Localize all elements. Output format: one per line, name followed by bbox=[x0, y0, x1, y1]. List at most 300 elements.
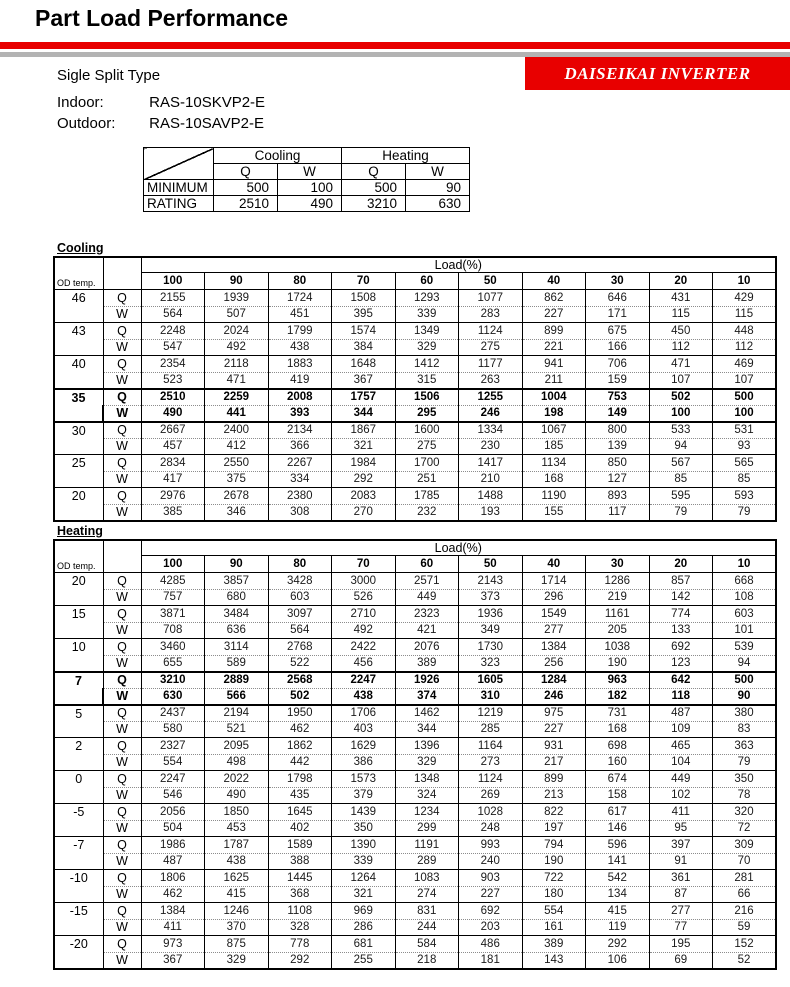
w-label-cell: W bbox=[103, 589, 141, 606]
capacity-value-cell: 4285 bbox=[141, 573, 205, 590]
power-value-cell: 389 bbox=[395, 655, 459, 672]
cooling-group-header: Cooling bbox=[214, 148, 342, 164]
sub-col-w: W bbox=[278, 164, 342, 180]
q-label-cell: Q bbox=[103, 705, 141, 722]
temp-w-row bbox=[54, 622, 776, 639]
capacity-value-cell: 487 bbox=[649, 705, 713, 722]
power-value-cell: 227 bbox=[522, 306, 586, 323]
power-value-cell: 70 bbox=[713, 853, 777, 870]
capacity-value-cell: 774 bbox=[649, 606, 713, 623]
power-value-cell: 94 bbox=[649, 438, 713, 455]
power-value-cell: 375 bbox=[205, 471, 269, 488]
power-value-cell: 435 bbox=[268, 787, 332, 804]
power-value-cell: 329 bbox=[395, 339, 459, 356]
power-value-cell: 321 bbox=[332, 886, 396, 903]
capacity-value-cell: 596 bbox=[586, 837, 650, 854]
capacity-value-cell: 1787 bbox=[205, 837, 269, 854]
capacity-value-cell: 1926 bbox=[395, 672, 459, 689]
capacity-value-cell: 1806 bbox=[141, 870, 205, 887]
od-temp-cell: -10 bbox=[54, 870, 103, 903]
power-value-cell: 323 bbox=[459, 655, 523, 672]
temp-q-row bbox=[54, 738, 776, 755]
rating-value-cell: 500 bbox=[214, 180, 278, 196]
temp-w-row bbox=[54, 886, 776, 903]
od-temp-cell: 30 bbox=[54, 422, 103, 455]
capacity-value-cell: 465 bbox=[649, 738, 713, 755]
power-value-cell: 456 bbox=[332, 655, 396, 672]
power-value-cell: 289 bbox=[395, 853, 459, 870]
power-value-cell: 285 bbox=[459, 721, 523, 738]
power-value-cell: 393 bbox=[268, 405, 332, 422]
power-value-cell: 321 bbox=[332, 438, 396, 455]
power-value-cell: 402 bbox=[268, 820, 332, 837]
w-label-cell: W bbox=[103, 721, 141, 738]
power-value-cell: 106 bbox=[586, 952, 650, 969]
capacity-value-cell: 3484 bbox=[205, 606, 269, 623]
power-value-cell: 123 bbox=[649, 655, 713, 672]
power-value-cell: 190 bbox=[522, 853, 586, 870]
power-value-cell: 198 bbox=[522, 405, 586, 422]
power-value-cell: 507 bbox=[205, 306, 269, 323]
capacity-value-cell: 1004 bbox=[522, 389, 586, 406]
capacity-value-cell: 2568 bbox=[268, 672, 332, 689]
od-temp-cell: -5 bbox=[54, 804, 103, 837]
power-value-cell: 95 bbox=[649, 820, 713, 837]
capacity-value-cell: 1439 bbox=[332, 804, 396, 821]
power-value-cell: 441 bbox=[205, 405, 269, 422]
capacity-value-cell: 380 bbox=[713, 705, 777, 722]
temp-q-row bbox=[54, 422, 776, 439]
capacity-value-cell: 2327 bbox=[141, 738, 205, 755]
temp-w-row bbox=[54, 504, 776, 521]
od-temp-cell: 15 bbox=[54, 606, 103, 639]
power-value-cell: 457 bbox=[141, 438, 205, 455]
power-value-cell: 329 bbox=[205, 952, 269, 969]
temp-q-row bbox=[54, 573, 776, 590]
q-label-cell: Q bbox=[103, 870, 141, 887]
capacity-value-cell: 565 bbox=[713, 455, 777, 472]
capacity-value-cell: 361 bbox=[649, 870, 713, 887]
capacity-value-cell: 1589 bbox=[268, 837, 332, 854]
capacity-value-cell: 642 bbox=[649, 672, 713, 689]
power-value-cell: 79 bbox=[713, 754, 777, 771]
capacity-value-cell: 1108 bbox=[268, 903, 332, 920]
power-value-cell: 504 bbox=[141, 820, 205, 837]
capacity-value-cell: 778 bbox=[268, 936, 332, 953]
temp-w-row bbox=[54, 438, 776, 455]
heating-performance-table bbox=[53, 539, 777, 970]
power-value-cell: 66 bbox=[713, 886, 777, 903]
capacity-value-cell: 1648 bbox=[332, 356, 396, 373]
capacity-value-cell: 850 bbox=[586, 455, 650, 472]
capacity-value-cell: 1799 bbox=[268, 323, 332, 340]
capacity-value-cell: 903 bbox=[459, 870, 523, 887]
capacity-value-cell: 753 bbox=[586, 389, 650, 406]
power-value-cell: 277 bbox=[522, 622, 586, 639]
od-temp-cell: 0 bbox=[54, 771, 103, 804]
capacity-value-cell: 2194 bbox=[205, 705, 269, 722]
power-value-cell: 498 bbox=[205, 754, 269, 771]
perf-header-row bbox=[54, 540, 776, 556]
temp-q-row bbox=[54, 804, 776, 821]
temp-w-row bbox=[54, 405, 776, 422]
od-temp-cell: 43 bbox=[54, 323, 103, 356]
power-value-cell: 368 bbox=[268, 886, 332, 903]
capacity-value-cell: 1396 bbox=[395, 738, 459, 755]
capacity-value-cell: 2510 bbox=[141, 389, 205, 406]
capacity-value-cell: 2437 bbox=[141, 705, 205, 722]
power-value-cell: 269 bbox=[459, 787, 523, 804]
power-value-cell: 155 bbox=[522, 504, 586, 521]
power-value-cell: 112 bbox=[649, 339, 713, 356]
temp-q-row bbox=[54, 705, 776, 722]
capacity-value-cell: 1284 bbox=[522, 672, 586, 689]
capacity-value-cell: 1028 bbox=[459, 804, 523, 821]
capacity-value-cell: 584 bbox=[395, 936, 459, 953]
indoor-model: RAS-10SKVP2-E bbox=[149, 94, 266, 111]
capacity-value-cell: 2768 bbox=[268, 639, 332, 656]
power-value-cell: 182 bbox=[586, 688, 650, 705]
power-value-cell: 367 bbox=[332, 372, 396, 389]
capacity-value-cell: 1785 bbox=[395, 488, 459, 505]
temp-q-row bbox=[54, 936, 776, 953]
power-value-cell: 292 bbox=[332, 471, 396, 488]
power-value-cell: 547 bbox=[141, 339, 205, 356]
load-column-header: 50 bbox=[459, 556, 523, 573]
capacity-value-cell: 3428 bbox=[268, 573, 332, 590]
capacity-value-cell: 3097 bbox=[268, 606, 332, 623]
power-value-cell: 219 bbox=[586, 589, 650, 606]
power-value-cell: 100 bbox=[649, 405, 713, 422]
qw-header-empty bbox=[103, 540, 141, 573]
capacity-value-cell: 1883 bbox=[268, 356, 332, 373]
capacity-value-cell: 415 bbox=[586, 903, 650, 920]
power-value-cell: 385 bbox=[141, 504, 205, 521]
w-label-cell: W bbox=[103, 339, 141, 356]
load-column-header: 80 bbox=[268, 556, 332, 573]
temp-w-row bbox=[54, 372, 776, 389]
q-label-cell: Q bbox=[103, 290, 141, 307]
power-value-cell: 117 bbox=[586, 504, 650, 521]
power-value-cell: 168 bbox=[586, 721, 650, 738]
load-column-header: 20 bbox=[649, 273, 713, 290]
power-value-cell: 566 bbox=[205, 688, 269, 705]
power-value-cell: 286 bbox=[332, 919, 396, 936]
capacity-value-cell: 2400 bbox=[205, 422, 269, 439]
capacity-value-cell: 1334 bbox=[459, 422, 523, 439]
power-value-cell: 139 bbox=[586, 438, 650, 455]
capacity-value-cell: 1867 bbox=[332, 422, 396, 439]
od-temp-cell: 35 bbox=[54, 389, 103, 422]
capacity-value-cell: 731 bbox=[586, 705, 650, 722]
capacity-value-cell: 1724 bbox=[268, 290, 332, 307]
capacity-value-cell: 706 bbox=[586, 356, 650, 373]
power-value-cell: 142 bbox=[649, 589, 713, 606]
temp-w-row bbox=[54, 721, 776, 738]
w-label-cell: W bbox=[103, 622, 141, 639]
capacity-value-cell: 350 bbox=[713, 771, 777, 788]
power-value-cell: 102 bbox=[649, 787, 713, 804]
power-value-cell: 133 bbox=[649, 622, 713, 639]
heating-section-label: Heating bbox=[57, 524, 103, 538]
power-value-cell: 79 bbox=[649, 504, 713, 521]
capacity-value-cell: 2667 bbox=[141, 422, 205, 439]
capacity-value-cell: 1412 bbox=[395, 356, 459, 373]
capacity-value-cell: 1706 bbox=[332, 705, 396, 722]
capacity-value-cell: 152 bbox=[713, 936, 777, 953]
w-label-cell: W bbox=[103, 754, 141, 771]
power-value-cell: 471 bbox=[205, 372, 269, 389]
capacity-value-cell: 1506 bbox=[395, 389, 459, 406]
capacity-value-cell: 277 bbox=[649, 903, 713, 920]
rating-value-cell: 2510 bbox=[214, 196, 278, 212]
od-temp-cell: 20 bbox=[54, 573, 103, 606]
power-value-cell: 564 bbox=[141, 306, 205, 323]
capacity-value-cell: 1264 bbox=[332, 870, 396, 887]
power-value-cell: 554 bbox=[141, 754, 205, 771]
w-label-cell: W bbox=[103, 688, 141, 705]
capacity-value-cell: 1067 bbox=[522, 422, 586, 439]
power-value-cell: 442 bbox=[268, 754, 332, 771]
capacity-value-cell: 363 bbox=[713, 738, 777, 755]
capacity-value-cell: 593 bbox=[713, 488, 777, 505]
power-value-cell: 328 bbox=[268, 919, 332, 936]
capacity-value-cell: 567 bbox=[649, 455, 713, 472]
temp-q-row bbox=[54, 639, 776, 656]
power-value-cell: 412 bbox=[205, 438, 269, 455]
od-temp-cell: 5 bbox=[54, 705, 103, 738]
q-label-cell: Q bbox=[103, 389, 141, 406]
capacity-value-cell: 500 bbox=[713, 389, 777, 406]
capacity-value-cell: 1986 bbox=[141, 837, 205, 854]
od-temp-header: OD temp. bbox=[54, 257, 103, 290]
power-value-cell: 275 bbox=[395, 438, 459, 455]
power-value-cell: 240 bbox=[459, 853, 523, 870]
power-value-cell: 127 bbox=[586, 471, 650, 488]
power-value-cell: 580 bbox=[141, 721, 205, 738]
capacity-value-cell: 2710 bbox=[332, 606, 396, 623]
subtitle: Sigle Split Type bbox=[57, 67, 161, 84]
capacity-value-cell: 2571 bbox=[395, 573, 459, 590]
indoor-unit-row bbox=[57, 94, 265, 111]
capacity-value-cell: 1124 bbox=[459, 771, 523, 788]
w-label-cell: W bbox=[103, 405, 141, 422]
power-value-cell: 146 bbox=[586, 820, 650, 837]
rating-value-cell: 100 bbox=[278, 180, 342, 196]
od-temp-header: OD temp. bbox=[54, 540, 103, 573]
capacity-value-cell: 533 bbox=[649, 422, 713, 439]
capacity-value-cell: 857 bbox=[649, 573, 713, 590]
capacity-value-cell: 1177 bbox=[459, 356, 523, 373]
power-value-cell: 119 bbox=[586, 919, 650, 936]
load-column-header: 60 bbox=[395, 556, 459, 573]
power-value-cell: 104 bbox=[649, 754, 713, 771]
capacity-value-cell: 646 bbox=[586, 290, 650, 307]
capacity-value-cell: 1625 bbox=[205, 870, 269, 887]
capacity-value-cell: 2248 bbox=[141, 323, 205, 340]
capacity-value-cell: 2134 bbox=[268, 422, 332, 439]
q-label-cell: Q bbox=[103, 323, 141, 340]
capacity-value-cell: 1417 bbox=[459, 455, 523, 472]
load-column-header: 30 bbox=[586, 273, 650, 290]
capacity-value-cell: 1600 bbox=[395, 422, 459, 439]
w-label-cell: W bbox=[103, 853, 141, 870]
capacity-value-cell: 3210 bbox=[141, 672, 205, 689]
power-value-cell: 415 bbox=[205, 886, 269, 903]
sub-col-q: Q bbox=[342, 164, 406, 180]
capacity-value-cell: 1950 bbox=[268, 705, 332, 722]
rating-row-label: RATING bbox=[144, 196, 214, 212]
power-value-cell: 85 bbox=[713, 471, 777, 488]
load-column-header: 40 bbox=[522, 556, 586, 573]
power-value-cell: 230 bbox=[459, 438, 523, 455]
power-value-cell: 78 bbox=[713, 787, 777, 804]
capacity-value-cell: 722 bbox=[522, 870, 586, 887]
power-value-cell: 256 bbox=[522, 655, 586, 672]
capacity-value-cell: 1161 bbox=[586, 606, 650, 623]
power-value-cell: 708 bbox=[141, 622, 205, 639]
capacity-value-cell: 1038 bbox=[586, 639, 650, 656]
power-value-cell: 160 bbox=[586, 754, 650, 771]
temp-w-row bbox=[54, 787, 776, 804]
q-label-cell: Q bbox=[103, 455, 141, 472]
capacity-value-cell: 2976 bbox=[141, 488, 205, 505]
q-label-cell: Q bbox=[103, 837, 141, 854]
power-value-cell: 118 bbox=[649, 688, 713, 705]
q-label-cell: Q bbox=[103, 804, 141, 821]
rating-group-header-row bbox=[144, 148, 470, 164]
q-label-cell: Q bbox=[103, 606, 141, 623]
temp-q-row bbox=[54, 606, 776, 623]
power-value-cell: 453 bbox=[205, 820, 269, 837]
capacity-value-cell: 2550 bbox=[205, 455, 269, 472]
power-value-cell: 346 bbox=[205, 504, 269, 521]
q-label-cell: Q bbox=[103, 639, 141, 656]
capacity-value-cell: 1574 bbox=[332, 323, 396, 340]
capacity-value-cell: 2076 bbox=[395, 639, 459, 656]
temp-q-row bbox=[54, 903, 776, 920]
temp-w-row bbox=[54, 688, 776, 705]
q-label-cell: Q bbox=[103, 573, 141, 590]
capacity-value-cell: 2354 bbox=[141, 356, 205, 373]
power-value-cell: 492 bbox=[205, 339, 269, 356]
power-value-cell: 388 bbox=[268, 853, 332, 870]
capacity-value-cell: 674 bbox=[586, 771, 650, 788]
power-value-cell: 210 bbox=[459, 471, 523, 488]
diagonal-cell bbox=[144, 148, 214, 180]
power-value-cell: 185 bbox=[522, 438, 586, 455]
capacity-value-cell: 2380 bbox=[268, 488, 332, 505]
power-value-cell: 339 bbox=[395, 306, 459, 323]
temp-q-row bbox=[54, 356, 776, 373]
q-label-cell: Q bbox=[103, 356, 141, 373]
power-value-cell: 462 bbox=[141, 886, 205, 903]
power-value-cell: 246 bbox=[459, 405, 523, 422]
capacity-value-cell: 1246 bbox=[205, 903, 269, 920]
power-value-cell: 462 bbox=[268, 721, 332, 738]
power-value-cell: 193 bbox=[459, 504, 523, 521]
temp-q-row bbox=[54, 672, 776, 689]
rating-row-label: MINIMUM bbox=[144, 180, 214, 196]
power-value-cell: 546 bbox=[141, 787, 205, 804]
q-label-cell: Q bbox=[103, 422, 141, 439]
capacity-value-cell: 2889 bbox=[205, 672, 269, 689]
power-value-cell: 386 bbox=[332, 754, 396, 771]
capacity-value-cell: 1255 bbox=[459, 389, 523, 406]
load-column-header: 40 bbox=[522, 273, 586, 290]
power-value-cell: 59 bbox=[713, 919, 777, 936]
power-value-cell: 69 bbox=[649, 952, 713, 969]
power-value-cell: 411 bbox=[141, 919, 205, 936]
temp-q-row bbox=[54, 771, 776, 788]
power-value-cell: 248 bbox=[459, 820, 523, 837]
capacity-value-cell: 292 bbox=[586, 936, 650, 953]
power-value-cell: 350 bbox=[332, 820, 396, 837]
power-value-cell: 636 bbox=[205, 622, 269, 639]
od-temp-cell: 40 bbox=[54, 356, 103, 389]
load-column-header: 80 bbox=[268, 273, 332, 290]
capacity-value-cell: 1984 bbox=[332, 455, 396, 472]
power-value-cell: 349 bbox=[459, 622, 523, 639]
rating-value-cell: 630 bbox=[406, 196, 470, 212]
power-value-cell: 168 bbox=[522, 471, 586, 488]
rating-value-cell: 90 bbox=[406, 180, 470, 196]
power-value-cell: 134 bbox=[586, 886, 650, 903]
od-temp-cell: 10 bbox=[54, 639, 103, 672]
load-column-header: 50 bbox=[459, 273, 523, 290]
load-column-header: 100 bbox=[141, 273, 205, 290]
capacity-value-cell: 969 bbox=[332, 903, 396, 920]
page-title: Part Load Performance bbox=[35, 5, 289, 31]
capacity-value-cell: 875 bbox=[205, 936, 269, 953]
q-label-cell: Q bbox=[103, 738, 141, 755]
power-value-cell: 166 bbox=[586, 339, 650, 356]
capacity-value-cell: 1936 bbox=[459, 606, 523, 623]
power-value-cell: 109 bbox=[649, 721, 713, 738]
power-value-cell: 344 bbox=[332, 405, 396, 422]
power-value-cell: 334 bbox=[268, 471, 332, 488]
power-value-cell: 384 bbox=[332, 339, 396, 356]
power-value-cell: 190 bbox=[586, 655, 650, 672]
power-value-cell: 680 bbox=[205, 589, 269, 606]
power-value-cell: 589 bbox=[205, 655, 269, 672]
capacity-value-cell: 1384 bbox=[141, 903, 205, 920]
capacity-value-cell: 2155 bbox=[141, 290, 205, 307]
power-value-cell: 251 bbox=[395, 471, 459, 488]
capacity-value-cell: 2008 bbox=[268, 389, 332, 406]
capacity-value-cell: 822 bbox=[522, 804, 586, 821]
capacity-value-cell: 595 bbox=[649, 488, 713, 505]
power-value-cell: 232 bbox=[395, 504, 459, 521]
load-percent-header: Load(%) bbox=[141, 257, 776, 273]
power-value-cell: 158 bbox=[586, 787, 650, 804]
capacity-value-cell: 1730 bbox=[459, 639, 523, 656]
indoor-label: Indoor: bbox=[57, 94, 104, 111]
power-value-cell: 526 bbox=[332, 589, 396, 606]
capacity-value-cell: 309 bbox=[713, 837, 777, 854]
w-label-cell: W bbox=[103, 886, 141, 903]
power-value-cell: 85 bbox=[649, 471, 713, 488]
power-value-cell: 77 bbox=[649, 919, 713, 936]
capacity-value-cell: 2247 bbox=[332, 672, 396, 689]
load-column-header: 90 bbox=[205, 556, 269, 573]
capacity-value-cell: 1219 bbox=[459, 705, 523, 722]
capacity-value-cell: 1508 bbox=[332, 290, 396, 307]
w-label-cell: W bbox=[103, 306, 141, 323]
power-value-cell: 52 bbox=[713, 952, 777, 969]
capacity-value-cell: 3000 bbox=[332, 573, 396, 590]
power-value-cell: 227 bbox=[459, 886, 523, 903]
